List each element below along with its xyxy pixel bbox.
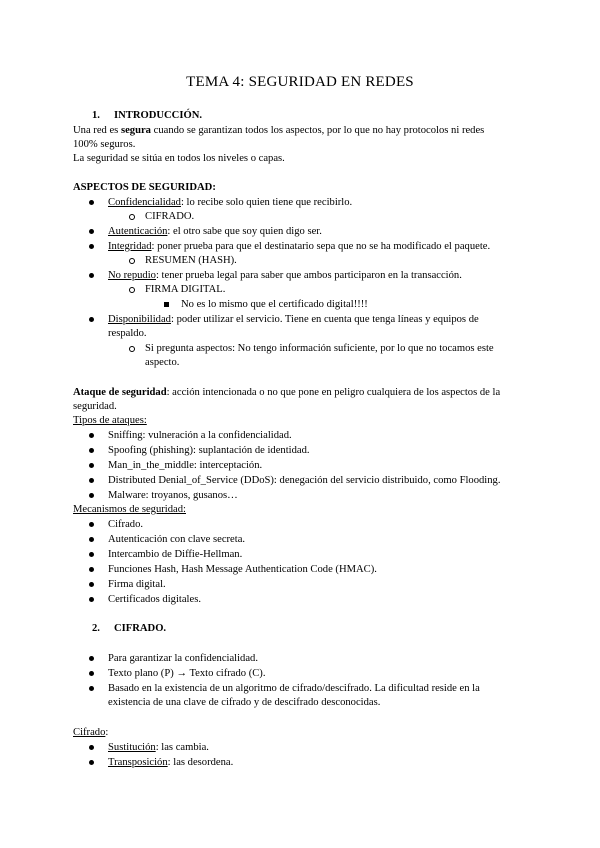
bullet-icon <box>89 537 94 542</box>
bullet-icon <box>89 244 94 249</box>
sublist-item-resumen <box>145 254 237 267</box>
paragraph-ataque-2: seguridad. <box>73 401 117 412</box>
term: Confidencialidad <box>108 197 181 208</box>
section-number: 2. <box>92 623 100 634</box>
text: : las desordena. <box>167 757 234 768</box>
list-item-mecanismo <box>108 518 143 531</box>
bullet-icon <box>89 760 94 765</box>
circle-bullet-icon <box>129 214 135 220</box>
list-item-disponibilidad-cont: respaldo. <box>108 328 147 339</box>
bullet-icon <box>89 317 94 322</box>
square-bullet-icon <box>164 302 169 307</box>
list-item-tipo-ataque <box>108 489 238 502</box>
text: Autenticación con clave secreta. <box>108 534 246 545</box>
section-heading-introduccion <box>92 109 202 122</box>
text: Cifrado. <box>108 519 144 530</box>
bullet-icon <box>89 567 94 572</box>
text: RESUMEN (HASH). <box>145 255 237 266</box>
section-title: CIFRADO. <box>114 623 167 634</box>
text: : poner prueba para que el destinatario sepa que no se ha modificado el paquete. <box>151 241 491 252</box>
text: Firma digital. <box>108 579 166 590</box>
text: : <box>105 727 109 738</box>
page-title: TEMA 4: SEGURIDAD EN REDES <box>186 74 414 90</box>
term: Integridad <box>108 241 152 252</box>
bullet-icon <box>89 463 94 468</box>
text: Texto plano (P) → Texto cifrado (C). <box>108 668 266 679</box>
sublist-item-si-pregunta <box>145 342 494 355</box>
list-item-tipo-ataque <box>108 459 262 472</box>
term: No repudio <box>108 270 156 281</box>
bullet-icon <box>89 229 94 234</box>
text: Funciones Hash, Hash Message Authentication Code (HMAC). <box>108 564 377 575</box>
section-title: INTRODUCCIÓN. <box>114 110 202 121</box>
list-item-cifrado <box>108 667 265 680</box>
section-heading-cifrado <box>92 622 166 635</box>
list-item-mecanismo <box>108 533 245 546</box>
list-item-autenticacion <box>108 225 322 238</box>
list-item-no-repudio <box>108 269 462 282</box>
bullet-icon <box>89 273 94 278</box>
text: Una red es <box>73 125 121 136</box>
paragraph-red-segura-1 <box>73 124 484 137</box>
bullet-icon <box>89 478 94 483</box>
term: Transposición <box>108 757 168 768</box>
subsublist-item-certificado <box>181 298 368 311</box>
term: Autenticación <box>108 226 168 237</box>
text: Intercambio de Diffie-Hellman. <box>108 549 243 560</box>
list-item-mecanismo <box>108 593 201 606</box>
paragraph-seguridad-capas: La seguridad se sitúa en todos los niveles o capas. <box>73 153 285 164</box>
list-item-tipo-ataque <box>108 429 292 442</box>
text: Si pregunta aspectos: No tengo información suficiente, por lo que no tocamos este <box>145 343 494 354</box>
text: : el otro sabe que soy quien digo ser. <box>167 226 322 237</box>
text: : lo recibe solo quien tiene que recibirlo. <box>180 197 353 208</box>
bold-term: Ataque de seguridad <box>73 387 167 398</box>
bullet-icon <box>89 671 94 676</box>
bullet-icon <box>89 493 94 498</box>
text: : poder utilizar el servicio. Tiene en cuenta que tenga líneas y equipos de <box>170 314 479 325</box>
paragraph-red-segura-2: 100% seguros. <box>73 139 136 150</box>
text: No es lo mismo que el certificado digital!!!! <box>181 299 368 310</box>
tipos-heading: Tipos de ataques: <box>73 415 147 426</box>
list-item-mecanismo <box>108 548 242 561</box>
text: cuando se garantizan todos los aspectos, por lo que no hay protocolos ni redes <box>150 125 485 136</box>
bold-term: segura <box>120 125 151 136</box>
text: Sniffing: vulneración a la confidencialidad. <box>108 430 292 441</box>
text: Para garantizar la confidencialidad. <box>108 653 258 664</box>
list-item-cifrado-cont: existencia de una clave de cifrado y de descifrado desconocidas. <box>108 697 381 708</box>
circle-bullet-icon <box>129 258 135 264</box>
bullet-icon <box>89 745 94 750</box>
text: : acción intencionada o no que pone en peligro cualquiera de los aspectos de la <box>166 387 501 398</box>
text: CIFRADO. <box>145 211 195 222</box>
section-number: 1. <box>92 110 100 121</box>
bullet-icon <box>89 522 94 527</box>
circle-bullet-icon <box>129 346 135 352</box>
text: Certificados digitales. <box>108 594 201 605</box>
sublist-item-firma-digital <box>145 283 225 296</box>
text: Spoofing (phishing): suplantación de identidad. <box>108 445 310 456</box>
term: Sustitución <box>108 742 156 753</box>
list-item-cifrado <box>108 652 258 665</box>
list-item-cifrado <box>108 682 480 695</box>
list-item-confidencialidad <box>108 196 352 209</box>
term: Cifrado <box>73 727 106 738</box>
list-item-tipo-ataque <box>108 444 310 457</box>
bullet-icon <box>89 686 94 691</box>
list-item-transposicion <box>108 756 233 769</box>
list-item-integridad <box>108 240 490 253</box>
bullet-icon <box>89 200 94 205</box>
aspectos-heading: ASPECTOS DE SEGURIDAD: <box>73 182 216 193</box>
list-item-disponibilidad <box>108 313 479 326</box>
bullet-icon <box>89 433 94 438</box>
text: Distributed Denial_of_Service (DDoS): denegación del servicio distribuido, como Flooding. <box>108 475 501 486</box>
list-item-mecanismo <box>108 578 166 591</box>
bullet-icon <box>89 656 94 661</box>
list-item-sustitucion <box>108 741 209 754</box>
bullet-icon <box>89 448 94 453</box>
text: : las cambia. <box>155 742 209 753</box>
sublist-item-cifrado <box>145 210 194 223</box>
cifrado-subheading <box>73 726 108 739</box>
text: Basado en la existencia de un algoritmo de cifrado/descifrado. La dificultad reside en la <box>108 683 480 694</box>
list-item-tipo-ataque <box>108 474 500 487</box>
term: Disponibilidad <box>108 314 171 325</box>
text: : tener prueba legal para saber que ambos participaron en la transacción. <box>155 270 462 281</box>
text: Man_in_the_middle: interceptación. <box>108 460 263 471</box>
paragraph-ataque-1 <box>73 386 500 399</box>
sublist-item-si-pregunta-cont: aspecto. <box>145 357 180 368</box>
bullet-icon <box>89 552 94 557</box>
list-item-mecanismo <box>108 563 377 576</box>
bullet-icon <box>89 582 94 587</box>
text: Malware: troyanos, gusanos… <box>108 490 238 501</box>
mecanismos-heading: Mecanismos de seguridad: <box>73 504 186 515</box>
bullet-icon <box>89 597 94 602</box>
circle-bullet-icon <box>129 287 135 293</box>
text: FIRMA DIGITAL. <box>145 284 226 295</box>
